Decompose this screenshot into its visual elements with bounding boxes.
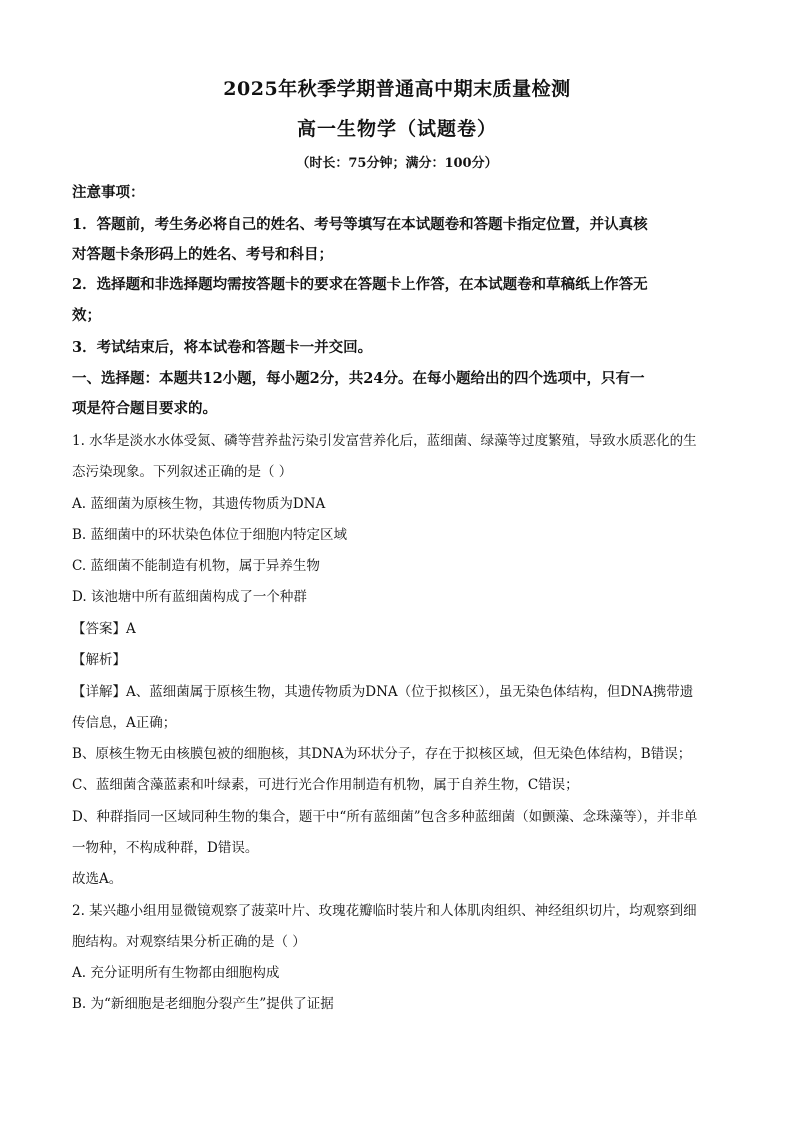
question-1-option-b: B. 蓝细菌中的环状染色体位于细胞内特定区域	[72, 527, 348, 543]
question-1-option-a: A. 蓝细菌为原核生物，其遗传物质为DNA	[72, 496, 326, 512]
question-1-analysis-tag: 【解析】	[72, 652, 126, 668]
question-2-option-b: B. 为“新细胞是老细胞分裂产生”提供了证据	[72, 996, 334, 1012]
notice-heading: 注意事项：	[72, 184, 145, 201]
question-1-detail-line-2: 传信息，A正确；	[72, 715, 177, 731]
question-2-stem-line-2: 胞结构。对观察结果分析正确的是（ ）	[72, 934, 306, 950]
question-1-option-d: D. 该池塘中所有蓝细菌构成了一个种群	[72, 589, 307, 605]
section-1-heading-line-2: 项是符合题目要求的。	[72, 400, 217, 417]
question-1-stem-line-1: 1. 水华是淡水水体受氮、磷等营养盐污染引发富营养化后，蓝细菌、绿藻等过度繁殖，导致水质恶化的生	[72, 433, 697, 449]
question-2-option-a: A. 充分证明所有生物都由细胞构成	[72, 965, 280, 981]
notice-item-3: 3．考试结束后，将本试卷和答题卡一并交回。	[72, 339, 373, 356]
question-1-detail-line-3: B、原核生物无由核膜包被的细胞核，其DNA为环状分子，存在于拟核区域，但无染色体结构，B错误；	[72, 746, 692, 762]
question-1-stem-line-2: 态污染现象。下列叙述正确的是（ ）	[72, 464, 293, 480]
question-1-detail-line-1: 【详解】A、蓝细菌属于原核生物，其遗传物质为DNA（位于拟核区），虽无染色体结构，但DNA携带遗	[72, 684, 694, 700]
exam-subtitle: 高一生物学（试题卷）	[296, 118, 497, 140]
answer-value: A	[126, 621, 136, 637]
question-1-detail-line-5: D、种群指同一区域同种生物的集合，题干中“所有蓝细菌”包含多种蓝细菌（如颤藻、念珠藻等），并非单	[72, 809, 698, 825]
question-1-answer	[72, 619, 732, 639]
answer-tag: 【答案】	[72, 621, 126, 637]
question-1-option-c: C. 蓝细菌不能制造有机物，属于异养生物	[72, 558, 320, 574]
section-1-heading-line-1: 一、选择题：本题共12小题，每小题2分，共24分。在每小题给出的四个选项中，只有一	[72, 370, 645, 387]
notice-item-2-line-1: 2．选择题和非选择题均需按答题卡的要求在答题卡上作答，在本试题卷和草稿纸上作答无	[72, 276, 648, 293]
question-2-stem-line-1: 2. 某兴趣小组用显微镜观察了菠菜叶片、玫瑰花瓣临时装片和人体肌肉组织、神经组织切片，均观察到细	[72, 903, 697, 919]
question-1-conclusion: 故选A。	[72, 871, 123, 887]
notice-item-1-line-1: 1．答题前，考生务必将自己的姓名、考号等填写在本试题卷和答题卡指定位置，并认真核	[72, 216, 648, 233]
exam-duration-score: （时长：75分钟；满分：100分）	[296, 156, 498, 171]
question-1-detail-line-4: C、蓝细菌含藻蓝素和叶绿素，可进行光合作用制造有机物，属于自养生物，C错误；	[72, 777, 579, 793]
notice-item-1-line-2: 对答题卡条形码上的姓名、考号和科目；	[72, 246, 333, 263]
notice-item-2-line-2: 效；	[72, 307, 101, 324]
question-1-detail-line-6: 一物种，不构成种群，D错误。	[72, 840, 259, 856]
exam-title: 2025年秋季学期普通高中期末质量检测	[223, 78, 571, 100]
